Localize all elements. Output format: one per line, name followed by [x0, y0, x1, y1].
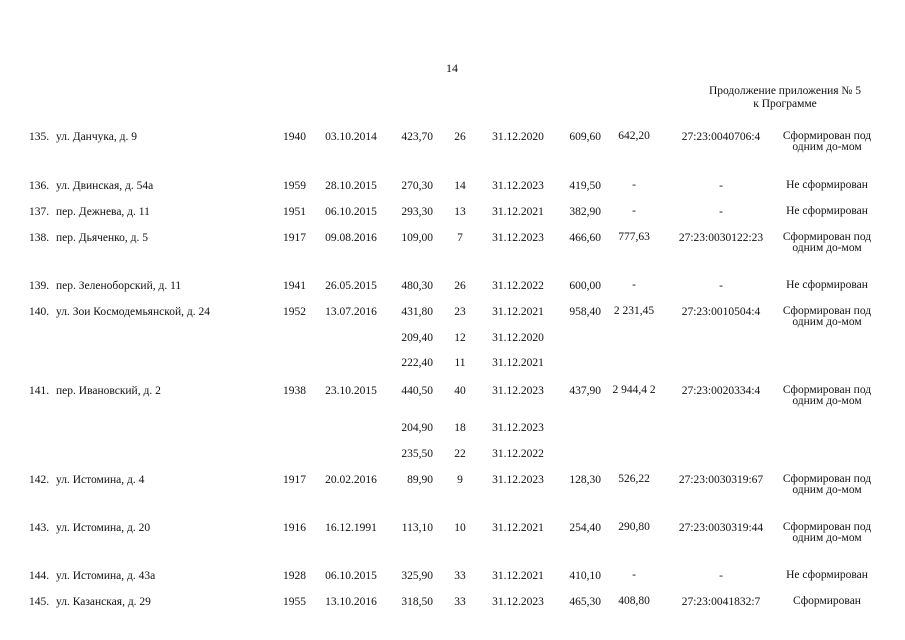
- cell-cnt: 9: [457, 474, 463, 486]
- cell-area1: 440,50: [401, 385, 433, 397]
- cell-area1: 109,00: [401, 232, 433, 244]
- cell-num: 139.: [29, 280, 50, 292]
- table-row: [0, 131, 905, 171]
- cell-cnt: 7: [457, 232, 463, 244]
- cell-year: 1917: [283, 232, 306, 244]
- cell-cnt: 10: [454, 522, 466, 534]
- cell-area1: 222,40: [401, 357, 433, 369]
- cell-date2: 31.12.2023: [492, 232, 544, 244]
- cell-area2: 128,30: [569, 474, 601, 486]
- cell-cost: 2 944,4 2: [612, 384, 656, 396]
- cell-area1: 480,30: [401, 280, 433, 292]
- cell-status: Сформирован под одним до-мом: [782, 473, 872, 496]
- cell-area1: 293,30: [401, 206, 433, 218]
- cell-date2: 31.12.2022: [492, 448, 544, 460]
- continuation-line-1: Продолжение приложения № 5: [708, 85, 862, 97]
- cell-status: Не сформирован: [786, 179, 868, 191]
- cell-date1: 03.10.2014: [325, 131, 377, 143]
- cell-area2: 419,50: [569, 180, 601, 192]
- cell-year: 1938: [283, 385, 306, 397]
- cell-year: 1940: [283, 131, 306, 143]
- cell-num: 143.: [29, 522, 50, 534]
- cell-addr: ул. Двинская, д. 54а: [56, 180, 154, 192]
- cell-addr: пер. Ивановский, д. 2: [56, 385, 161, 397]
- cell-area1: 423,70: [401, 131, 433, 143]
- cell-cad: 27:23:0041832:7: [681, 596, 761, 608]
- cell-year: 1959: [283, 180, 306, 192]
- table-row: [0, 385, 905, 425]
- continuation-header: [680, 85, 890, 111]
- cell-date1: 26.05.2015: [325, 280, 377, 292]
- cell-cad: 27:23:0010504:4: [681, 306, 761, 318]
- cell-status: Сформирован под одним до-мом: [782, 305, 872, 328]
- cell-date2: 31.12.2021: [492, 570, 544, 582]
- cell-cost: -: [632, 279, 636, 291]
- cell-date2: 31.12.2021: [492, 357, 544, 369]
- cell-area2: 600,00: [569, 280, 601, 292]
- cell-date2: 31.12.2021: [492, 206, 544, 218]
- cell-cnt: 26: [454, 280, 466, 292]
- cell-year: 1955: [283, 596, 306, 608]
- cell-cost: 2 231,45: [613, 305, 655, 317]
- cell-date2: 31.12.2023: [492, 180, 544, 192]
- cell-status: Не сформирован: [786, 569, 868, 581]
- cell-status: Сформирован под одним до-мом: [782, 231, 872, 254]
- cell-addr: ул. Зои Космодемьянской, д. 24: [56, 306, 210, 318]
- cell-status: Сформирован: [793, 595, 861, 607]
- cell-cnt: 40: [454, 385, 466, 397]
- cell-date1: 16.12.1991: [325, 522, 377, 534]
- cell-status: Сформирован под одним до-мом: [782, 384, 872, 407]
- cell-cost: -: [632, 569, 636, 581]
- cell-addr: ул. Данчука, д. 9: [56, 131, 137, 143]
- cell-cad: -: [719, 180, 723, 192]
- cell-date1: 28.10.2015: [325, 180, 377, 192]
- cell-area1: 113,10: [401, 522, 433, 534]
- cell-area1: 431,80: [401, 306, 433, 318]
- cell-addr: ул. Истомина, д. 20: [56, 522, 151, 534]
- cell-cad: 27:23:0040706:4: [681, 131, 761, 143]
- cell-cnt: 18: [454, 422, 466, 434]
- cell-cnt: 12: [454, 332, 466, 344]
- cell-status: Сформирован под одним до-мом: [782, 130, 872, 153]
- cell-area2: 410,10: [569, 570, 601, 582]
- cell-cost: 526,22: [618, 473, 650, 485]
- cell-area2: 958,40: [569, 306, 601, 318]
- cell-area1: 325,90: [401, 570, 433, 582]
- cell-num: 141.: [29, 385, 50, 397]
- cell-cnt: 23: [454, 306, 466, 318]
- cell-addr: пер. Дежнева, д. 11: [56, 206, 150, 218]
- cell-date2: 31.12.2023: [492, 422, 544, 434]
- cell-status: Не сформирован: [786, 279, 868, 291]
- cell-cnt: 14: [454, 180, 466, 192]
- cell-addr: пер. Дьяченко, д. 5: [56, 232, 149, 244]
- table-row: [0, 474, 905, 514]
- cell-year: 1917: [283, 474, 306, 486]
- cell-area2: 609,60: [569, 131, 601, 143]
- table-row: [0, 596, 905, 636]
- cell-cad: 27:23:0030319:67: [678, 474, 764, 486]
- cell-status: Не сформирован: [786, 205, 868, 217]
- cell-area2: 254,40: [569, 522, 601, 534]
- cell-area2: 437,90: [569, 385, 601, 397]
- cell-cnt: 33: [454, 570, 466, 582]
- cell-year: 1928: [283, 570, 306, 582]
- cell-area1: 209,40: [401, 332, 433, 344]
- cell-area2: 465,30: [569, 596, 601, 608]
- cell-num: 135.: [29, 131, 50, 143]
- cell-num: 142.: [29, 474, 50, 486]
- cell-date2: 31.12.2023: [492, 596, 544, 608]
- cell-date2: 31.12.2021: [492, 522, 544, 534]
- cell-year: 1916: [283, 522, 306, 534]
- page-number: 14: [446, 61, 458, 75]
- cell-area1: 318,50: [401, 596, 433, 608]
- cell-date1: 13.10.2016: [325, 596, 377, 608]
- cell-date1: 13.07.2016: [325, 306, 377, 318]
- cell-cnt: 22: [454, 448, 466, 460]
- cell-area2: 382,90: [569, 206, 601, 218]
- cell-cost: 777,63: [618, 231, 650, 243]
- cell-date1: 06.10.2015: [325, 570, 377, 582]
- cell-status: Сформирован под одним до-мом: [782, 521, 872, 544]
- cell-cost: -: [632, 205, 636, 217]
- cell-area1: 235,50: [401, 448, 433, 460]
- cell-area1: 89,90: [407, 474, 433, 486]
- cell-date1: 09.08.2016: [325, 232, 377, 244]
- cell-num: 144.: [29, 570, 50, 582]
- continuation-line-2: к Программе: [753, 98, 817, 110]
- cell-cost: 290,80: [618, 521, 650, 533]
- cell-date2: 31.12.2022: [492, 280, 544, 292]
- cell-cost: -: [632, 179, 636, 191]
- cell-num: 140.: [29, 306, 50, 318]
- cell-cad: -: [719, 570, 723, 582]
- cell-num: 138.: [29, 232, 50, 244]
- cell-addr: пер. Зеленоборский, д. 11: [56, 280, 182, 292]
- cell-cnt: 13: [454, 206, 466, 218]
- table-row: [0, 522, 905, 562]
- cell-year: 1941: [283, 280, 306, 292]
- cell-cad: 27:23:0020334:4: [681, 385, 761, 397]
- cell-year: 1951: [283, 206, 306, 218]
- cell-cost: 408,80: [618, 595, 650, 607]
- cell-date2: 31.12.2023: [492, 474, 544, 486]
- cell-cad: 27:23:0030319:44: [678, 522, 764, 534]
- cell-num: 137.: [29, 206, 50, 218]
- cell-area1: 270,30: [401, 180, 433, 192]
- cell-cad: 27:23:0030122:23: [678, 232, 764, 244]
- cell-date2: 31.12.2020: [492, 332, 544, 344]
- cell-date1: 20.02.2016: [325, 474, 377, 486]
- cell-addr: ул. Истомина, д. 43а: [56, 570, 156, 582]
- cell-area2: 466,60: [569, 232, 601, 244]
- cell-date2: 31.12.2020: [492, 131, 544, 143]
- cell-cost: 642,20: [618, 130, 650, 142]
- cell-cnt: 26: [454, 131, 466, 143]
- cell-year: 1952: [283, 306, 306, 318]
- cell-cad: -: [719, 206, 723, 218]
- cell-cnt: 11: [454, 357, 466, 369]
- cell-num: 136.: [29, 180, 50, 192]
- cell-addr: ул. Истомина, д. 4: [56, 474, 145, 486]
- cell-cad: -: [719, 280, 723, 292]
- cell-date1: 23.10.2015: [325, 385, 377, 397]
- cell-num: 145.: [29, 596, 50, 608]
- cell-date2: 31.12.2021: [492, 306, 544, 318]
- cell-date2: 31.12.2023: [492, 385, 544, 397]
- cell-date1: 06.10.2015: [325, 206, 377, 218]
- cell-area1: 204,90: [401, 422, 433, 434]
- table-row: [0, 232, 905, 272]
- cell-cnt: 33: [454, 596, 466, 608]
- cell-addr: ул. Казанская, д. 29: [56, 596, 151, 608]
